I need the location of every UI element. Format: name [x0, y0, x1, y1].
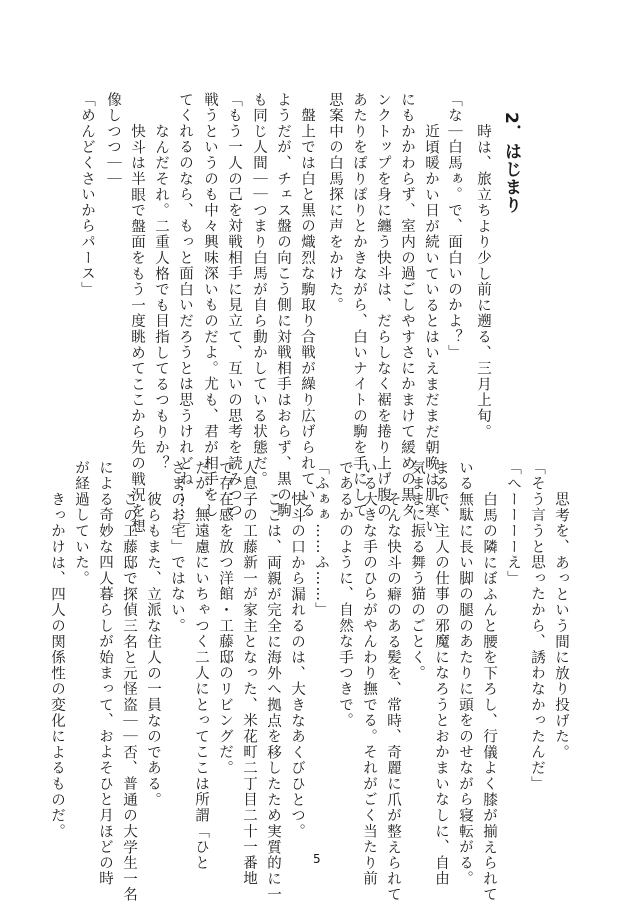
chapter-title: 2．はじまり: [501, 112, 521, 214]
text-column: さまのお宅」ではない。: [169, 460, 185, 634]
text-column: 時は、旅立ちより少し前に遡る、三月上旬。: [475, 108, 491, 440]
page-number: 5: [313, 852, 321, 866]
text-column: 像しつつ｜｜: [105, 92, 121, 187]
text-column: 人息子の工藤新一が家主となった、米花町二丁目二十一番地: [241, 460, 257, 887]
text-column: 近頃暖かい日が続いているとはいえまだまだ朝晩は肌寒い: [423, 108, 439, 535]
text-column: で存在感を放つ洋館・工藤邸のリビングだ。: [217, 460, 233, 777]
text-column: きっかけは、四人の関係性の変化によるものだ。: [49, 476, 65, 840]
text-column: ンクトップを身に纏う快斗は、だらしなく裾を捲り上げ腹の: [375, 92, 391, 519]
text-column: 気ままに振る舞う猫のごとく。: [409, 460, 425, 682]
text-column: 白馬の隣にぼふんと腰を下ろし、行儀よく膝が揃えられて: [481, 476, 497, 903]
text-column: にもかかわらず、室内の過ごしやすさにかまけて緩めの黒タ: [399, 92, 415, 519]
text-column: いる大きな手のひらがやんわり撫でる。それがごく当たり前: [361, 460, 377, 887]
text-column: そんな快斗の癖のある髪を、常時、奇麗に爪が整えられて: [385, 476, 401, 903]
text-column: であるかのように、自然な手つきで。: [337, 460, 353, 729]
text-column: あたりをぽりぽりとかきながら、白いナイトの駒を手にして: [351, 92, 367, 519]
text-column: 「へーーーーえ」: [505, 460, 521, 587]
text-column: 「ふぁぁ……ふ……」: [313, 460, 329, 619]
text-column: も同じ人間｜｜つまり白馬が自ら動かしている状態だ。: [251, 92, 267, 488]
text-column: だが、無遠慮にいちゃつく二人にとってここは所謂「ひと: [193, 460, 209, 871]
text-column: 彼らもまた、立派な住人の一員なのである。: [145, 476, 161, 808]
text-column: 快斗の口から漏れるのは、大きなあくびひとつ。: [289, 476, 305, 840]
text-column: 「めんどくさいからパース」: [79, 92, 95, 298]
text-column: 盤上では白と黒の熾烈な駒取り合戦が繰り広げられている: [299, 92, 315, 519]
text-column: てくれるのなら、もっと面白いだろうとは思うけれどね……」: [177, 92, 193, 535]
text-column: 「そう言うと思ったから、誘わなかったんだ」: [529, 460, 545, 792]
text-column: ようだが、チェス盤の向こう側に対戦相手はおらず、黒の駒: [275, 92, 291, 519]
text-column: 快斗は半眼で盤面をもう一度眺めてここから先の戦況を想: [129, 108, 145, 535]
text-column: ここは、両親が完全に海外へ拠点を移したため実質的に一: [265, 476, 281, 903]
text-column: 思案中の白馬探に声をかけた。: [327, 92, 343, 314]
text-column: なんだそれ。二重人格でも目指してるつもりか？: [153, 108, 169, 472]
text-column: 戦うというのも中々興味深いものだよ。尤も、君が相手をし: [202, 92, 218, 519]
text-column: が経過していた。: [73, 460, 89, 587]
text-column: いる無駄に長い脚の腿のあたりに頭をのせながら寝転がる。: [457, 460, 473, 887]
text-column: 「な｜白馬ぁ。で、面白いのかよ？」: [446, 92, 462, 361]
text-column: 思考を、あっという間に放り投げた。: [553, 476, 569, 761]
text-column: まるで、主人の仕事の邪魔になろうとおかまいなしに、自由: [433, 460, 449, 887]
text-column: この工藤邸で探偵三名と元怪盗｜｜否、普通の大学生一名: [121, 476, 137, 903]
text-column: 「もう一人の己を対戦相手に見立て、互いの思考を読みつつ: [226, 92, 242, 519]
text-column: による奇妙な四人暮らしが始まって、およそひと月ほどの時: [97, 460, 113, 887]
